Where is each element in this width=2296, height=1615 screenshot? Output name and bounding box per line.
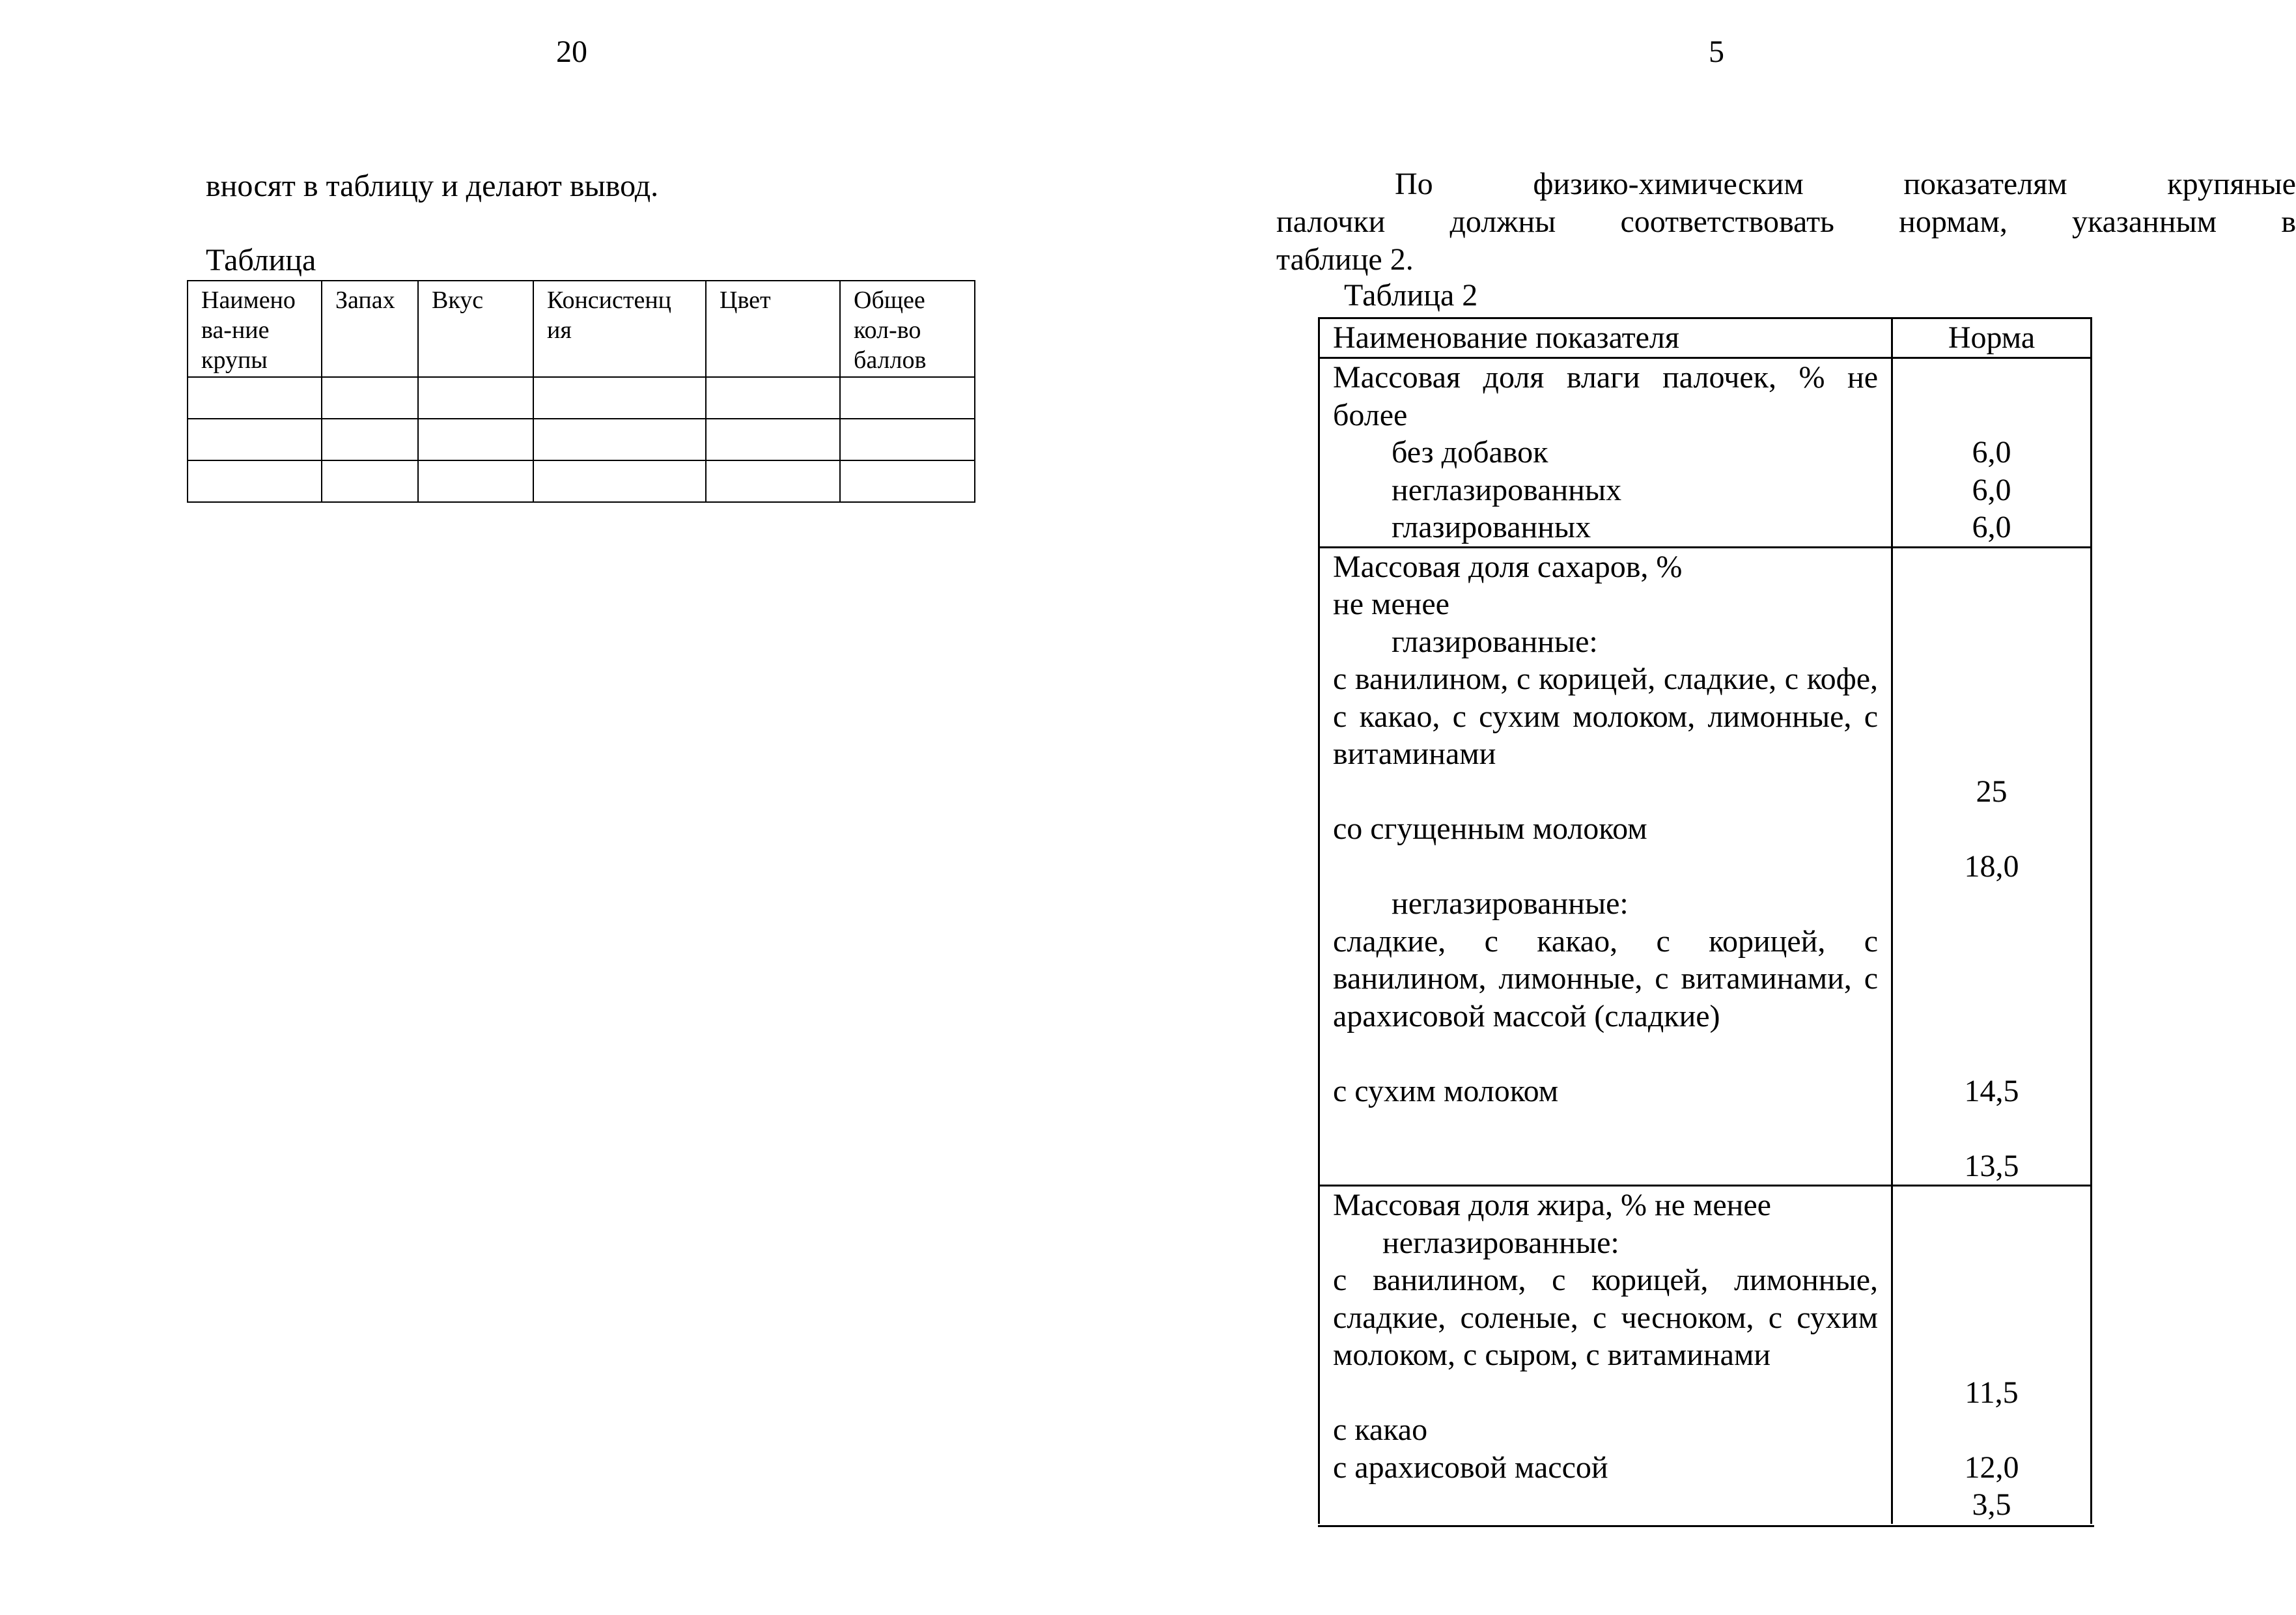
intro-paragraph xyxy=(1276,165,2296,279)
moisture-item: глазированных xyxy=(1392,510,1591,544)
intro-line-1 xyxy=(1276,165,2296,203)
sugar-condensed: со сгущенным молоком xyxy=(1333,811,1647,846)
sugar-unglazed-text: сладкие, с какао, с корицей, с ванилином, лимонные, с витаминами, с арахисовой массой (сладкие) xyxy=(1333,923,1878,1033)
norm-cell xyxy=(1892,547,2092,1186)
table-cell xyxy=(418,377,533,419)
fat-title: Массовая доля жира, % не менее xyxy=(1333,1188,1771,1222)
left-page xyxy=(0,0,1142,1615)
fat-unglazed-text: с ванилином, с корицей, лимонные, сладкие, соленые, с чесноком, с сухим молоком, с сыром, с витаминами xyxy=(1333,1263,1878,1372)
right-page xyxy=(1142,0,2296,1615)
indicator-cell xyxy=(1319,547,1892,1186)
word: в xyxy=(2281,204,2296,239)
intro-line-2 xyxy=(1276,203,2296,241)
word: должны xyxy=(1449,204,1556,239)
table-row xyxy=(188,419,975,460)
norm-value: 3,5 xyxy=(1972,1487,2011,1522)
word: показателям xyxy=(1903,167,2067,201)
moisture-item: неглазированных xyxy=(1392,472,1622,507)
norm-cell xyxy=(1892,358,2092,548)
table-cell xyxy=(533,377,706,419)
intro-line-3: таблице 2. xyxy=(1276,242,1414,277)
sugar-glazed-text: с ванилином, с корицей, сладкие, с кофе, с какао, с сухим молоком, лимонные, с витаминами xyxy=(1333,662,1878,771)
indicator-cell xyxy=(1319,358,1892,548)
table-row-moisture xyxy=(1319,358,2092,548)
sugar-glazed-label: глазированные: xyxy=(1392,624,1598,659)
indicator-cell xyxy=(1319,1186,1892,1524)
word: палочки xyxy=(1276,204,1386,239)
table-cell xyxy=(533,419,706,460)
word: нормам, xyxy=(1899,204,2008,239)
table-cell xyxy=(322,419,418,460)
table-cell xyxy=(840,419,975,460)
table-bottom-rule xyxy=(1318,1525,2094,1527)
sugar-unglazed-label: неглазированные: xyxy=(1392,886,1629,921)
word: указанным xyxy=(2071,204,2217,239)
word: По xyxy=(1395,167,1433,201)
header-total-score: Общее кол-во баллов xyxy=(840,281,975,377)
norm-value: 14,5 xyxy=(1964,1073,2019,1108)
header-smell: Запах xyxy=(322,281,418,377)
page-number: 20 xyxy=(556,35,587,69)
norm-value: 12,0 xyxy=(1964,1450,2019,1485)
sugar-dry-milk: с сухим молоком xyxy=(1333,1073,1559,1108)
header-consistency: Консистенц ия xyxy=(533,281,706,377)
evaluation-table xyxy=(187,280,975,503)
fat-cocoa: с какао xyxy=(1333,1412,1428,1447)
header-indicator: Наименование показателя xyxy=(1319,318,1892,358)
table-row-fat xyxy=(1319,1186,2092,1524)
table-header-row xyxy=(188,281,975,377)
table-cell xyxy=(322,460,418,502)
norm-value: 6,0 xyxy=(1972,472,2011,507)
header-color: Цвет xyxy=(706,281,840,377)
table-row xyxy=(188,460,975,502)
table-row xyxy=(188,377,975,419)
norm-value: 25 xyxy=(1976,774,2008,809)
norm-cell xyxy=(1892,1186,2092,1524)
word: физико-химическим xyxy=(1533,167,1804,201)
header-norm: Норма xyxy=(1892,318,2092,358)
table-cell xyxy=(840,377,975,419)
norm-value: 13,5 xyxy=(1964,1148,2019,1183)
table-cell xyxy=(533,460,706,502)
table-caption: Таблица xyxy=(206,243,316,277)
table-cell xyxy=(706,460,840,502)
sugar-subtitle: не менее xyxy=(1333,587,1449,621)
intro-text: вносят в таблицу и делают вывод. xyxy=(206,169,659,203)
table-cell xyxy=(322,377,418,419)
fat-unglazed-label: неглазированные: xyxy=(1382,1225,1619,1260)
table-header-row xyxy=(1319,318,2092,358)
table-cell xyxy=(188,460,322,502)
header-taste: Вкус xyxy=(418,281,533,377)
table-cell xyxy=(706,419,840,460)
page-number: 5 xyxy=(1709,35,1724,69)
table-cell xyxy=(840,460,975,502)
table-caption: Таблица 2 xyxy=(1344,278,1478,313)
table-cell xyxy=(418,460,533,502)
norm-value: 18,0 xyxy=(1964,849,2019,884)
moisture-item: без добавок xyxy=(1392,435,1548,470)
moisture-title: Массовая доля влаги палочек, % не более xyxy=(1333,360,1878,432)
norm-value: 11,5 xyxy=(1965,1375,2019,1410)
table-row-sugar xyxy=(1319,547,2092,1186)
word: соответствовать xyxy=(1620,204,1834,239)
norm-value: 6,0 xyxy=(1972,435,2011,470)
table-cell xyxy=(418,419,533,460)
fat-peanut: с арахисовой массой xyxy=(1333,1450,1608,1485)
table-cell xyxy=(188,377,322,419)
word: крупяные xyxy=(2167,167,2296,201)
norms-table xyxy=(1318,317,2092,1524)
norm-value: 6,0 xyxy=(1972,510,2011,544)
header-name: Наимено ва-ние крупы xyxy=(188,281,322,377)
table-cell xyxy=(188,419,322,460)
table-cell xyxy=(706,377,840,419)
sugar-title: Массовая доля сахаров, % xyxy=(1333,549,1683,584)
